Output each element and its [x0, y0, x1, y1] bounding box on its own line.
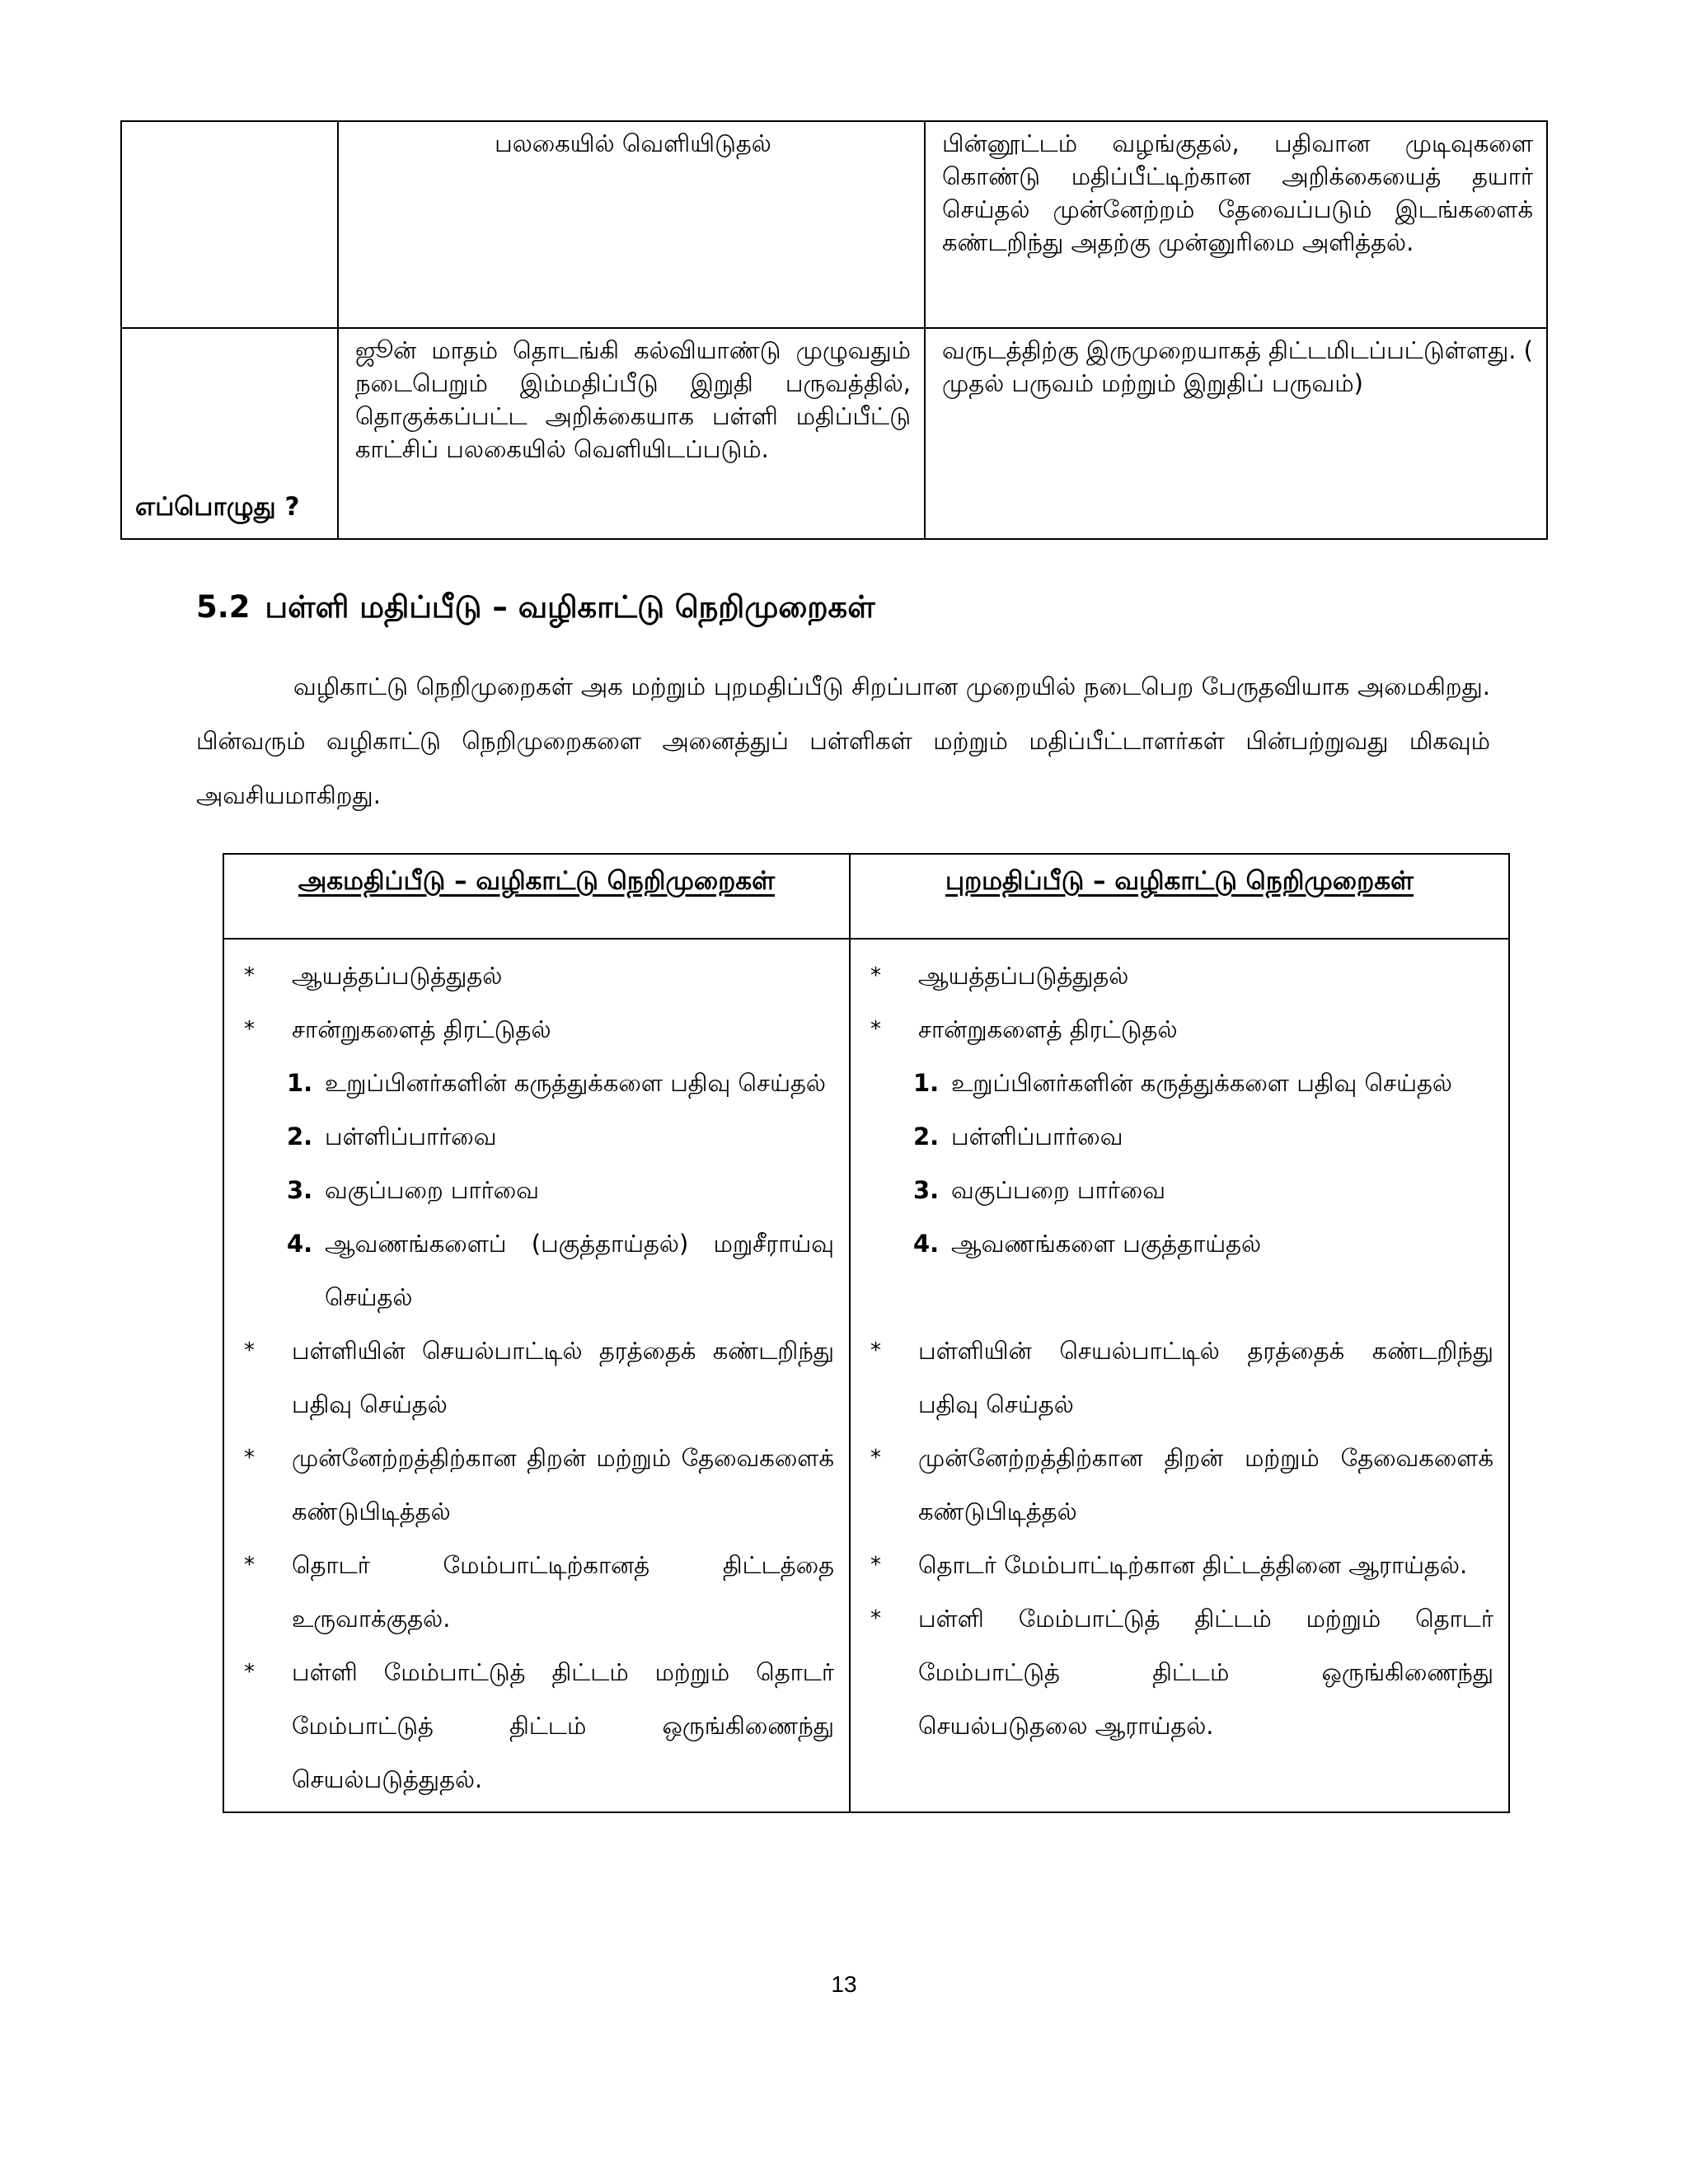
bullet-icon: *: [244, 963, 255, 988]
bullet-icon: *: [244, 1553, 255, 1577]
guidelines-table: [223, 853, 1510, 1813]
intro-paragraph: வழிகாட்டு நெறிமுறைகள் அக மற்றும் புறமதிப்பீடு சிறப்பான முறையில் நடைபெற பேருதவியாக அமைகிறது. பின்வரும் வழிகாட்டு நெறிமுறைகளை அனைத்துப் பள்ளிகள் மற்றும் மதிப்பீட்டாளர்கள் பின்பற்றுவது மிகவும் அவசியமாகிறது.: [196, 673, 1490, 809]
list-item: * சான்றுகளைத் திரட்டுதல்: [244, 1003, 834, 1057]
bullet-icon: *: [870, 1446, 881, 1470]
list-item: * பள்ளியின் செயல்பாட்டில் தரத்தைக் கண்டறிந்து பதிவு செய்தல்: [870, 1324, 1493, 1432]
list-item: * தொடர் மேம்பாட்டிற்கானத் திட்டத்தை உருவாக்குதல்.: [244, 1539, 834, 1646]
numbered-item: 2. பள்ளிப்பார்வை: [913, 1122, 1123, 1151]
bullet-icon: *: [244, 1660, 255, 1685]
table-row: [121, 328, 1547, 539]
numbered-item: 1. உறுப்பினர்களின் கருத்துக்களை பதிவு செய்தல்: [287, 1069, 826, 1097]
section-number: 5.2: [196, 589, 251, 625]
numbered-item: 4. ஆவணங்களை பகுத்தாய்தல்: [913, 1230, 1262, 1258]
list-item: * சான்றுகளைத் திரட்டுதல்: [870, 1003, 1493, 1057]
list-item: * தொடர் மேம்பாட்டிற்கான திட்டத்தினை ஆராய்தல்.: [870, 1539, 1493, 1592]
numbered-item: 3. வகுப்பறை பார்வை: [287, 1176, 539, 1204]
table-row: [121, 121, 1547, 328]
table-row: [223, 939, 1509, 1812]
list-item: * முன்னேற்றத்திற்கான திறன் மற்றும் தேவைகளைக் கண்டுபிடித்தல்: [244, 1432, 834, 1539]
bullet-icon: *: [870, 1553, 881, 1577]
list-item: * ஆயத்தப்படுத்துதல்: [870, 949, 1493, 1003]
bullet-icon: *: [870, 1017, 881, 1042]
bullet-icon: *: [870, 963, 881, 988]
list-item: * ஆயத்தப்படுத்துதல்: [244, 949, 834, 1003]
external-header: புறமதிப்பீடு – வழிகாட்டு நெறிமுறைகள்: [850, 854, 1509, 939]
bullet-icon: *: [244, 1338, 255, 1363]
table-header-row: [223, 854, 1509, 939]
numbered-item: 2. பள்ளிப்பார்வை: [287, 1122, 497, 1151]
internal-cell: பலகையில் வெளியிடுதல்: [338, 121, 925, 328]
internal-header: அகமதிப்பீடு – வழிகாட்டு நெறிமுறைகள்: [223, 854, 850, 939]
row-label-cell: [121, 121, 338, 328]
external-cell: பின்னூட்டம் வழங்குதல், பதிவான முடிவுகளை கொண்டு மதிப்பீட்டிற்கான அறிக்கையைத் தயார் செய்தல் முன்னேற்றம் தேவைப்படும் இடங்களைக் கண்டறிந்து அதற்கு முன்னுரிமை அளித்தல்.: [925, 121, 1547, 328]
external-guidelines-cell: [850, 939, 1509, 1812]
assessment-schedule-table: [120, 120, 1548, 540]
internal-guidelines-cell: [223, 939, 850, 1812]
numbered-item: 3. வகுப்பறை பார்வை: [913, 1176, 1165, 1204]
row-label-when: எப்பொழுது ?: [121, 328, 338, 539]
list-item: * பள்ளி மேம்பாட்டுத் திட்டம் மற்றும் தொடர் மேம்பாட்டுத் திட்டம் ஒருங்கிணைந்து செயல்படுத்துதல்.: [244, 1646, 834, 1807]
internal-cell: ஜூன் மாதம் தொடங்கி கல்வியாண்டு முழுவதும் நடைபெறும் இம்மதிப்பீடு இறுதி பருவத்தில், தொகுக்கப்பட்ட அறிக்கையாக பள்ளி மதிப்பீட்டு காட்சிப் பலகையில் வெளியிடப்படும்.: [338, 328, 925, 539]
bullet-icon: *: [870, 1606, 881, 1631]
bullet-icon: *: [870, 1338, 881, 1363]
page-number: 13: [831, 1971, 857, 1997]
list-item: * முன்னேற்றத்திற்கான திறன் மற்றும் தேவைகளைக் கண்டுபிடித்தல்: [870, 1432, 1493, 1539]
section-heading: [196, 589, 875, 629]
numbered-item: 1. உறுப்பினர்களின் கருத்துக்களை பதிவு செய்தல்: [913, 1069, 1452, 1097]
bullet-icon: *: [244, 1017, 255, 1042]
list-item: * பள்ளியின் செயல்பாட்டில் தரத்தைக் கண்டறிந்து பதிவு செய்தல்: [244, 1324, 834, 1432]
numbered-item: 4. ஆவணங்களைப் (பகுத்தாய்தல்) மறுசீராய்வு செய்தல்: [287, 1230, 834, 1311]
spacer: [870, 1271, 1493, 1324]
section-title: பள்ளி மதிப்பீடு – வழிகாட்டு நெறிமுறைகள்: [265, 589, 875, 625]
external-cell: வருடத்திற்கு இருமுறையாகத் திட்டமிடப்பட்டுள்ளது. ( முதல் பருவம் மற்றும் இறுதிப் பருவம்): [925, 328, 1547, 539]
list-item: * பள்ளி மேம்பாட்டுத் திட்டம் மற்றும் தொடர் மேம்பாட்டுத் திட்டம் ஒருங்கிணைந்து செயல்படுதலை ஆராய்தல்.: [870, 1592, 1493, 1753]
bullet-icon: *: [244, 1446, 255, 1470]
